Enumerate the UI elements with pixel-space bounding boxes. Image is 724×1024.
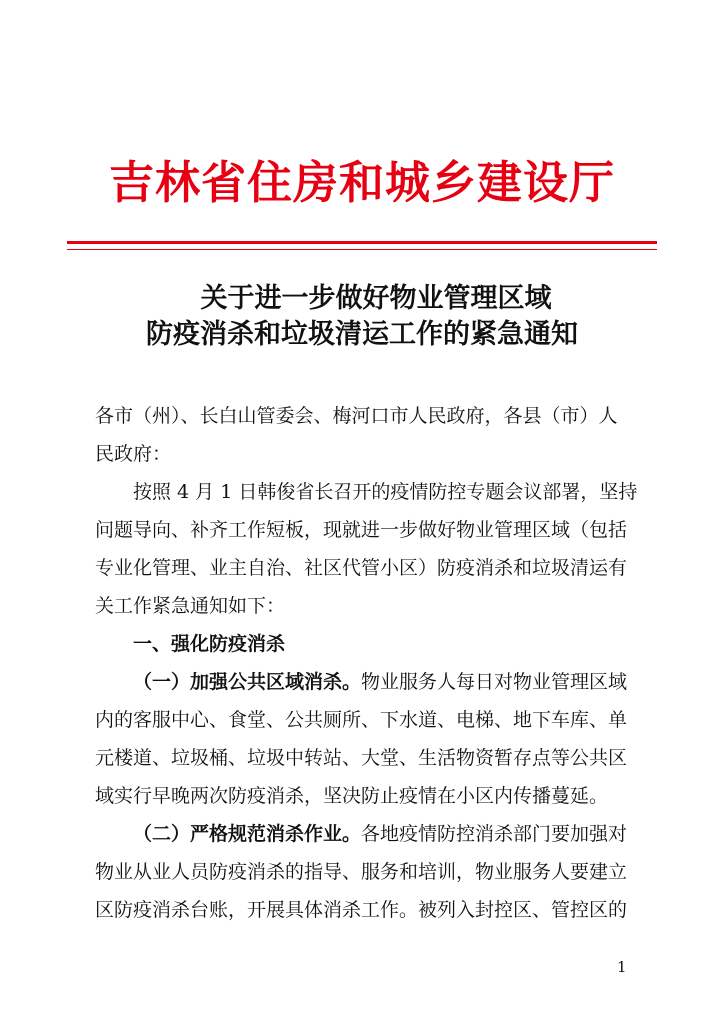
item-2-line-2: 物业从业人员防疫消杀的指导、服务和培训，物业服务人要建立 <box>95 861 628 883</box>
item-2-line-1-text: 各地疫情防控消杀部门要加强对 <box>361 823 628 845</box>
item-1-line-3: 元楼道、垃圾桶、垃圾中转站、大堂、生活物资暂存点等公共区 <box>95 747 628 769</box>
document-title-line-1: 关于进一步做好物业管理区域 <box>200 283 552 314</box>
red-divider-thick <box>67 241 657 244</box>
item-2-line-1 <box>95 815 635 853</box>
org-header: 吉林省住房和城乡建设厅 <box>108 156 615 209</box>
item-2-lead: （二）严格规范消杀作业。 <box>133 823 362 845</box>
section-1-heading: 一、强化防疫消杀 <box>133 633 286 655</box>
document-body <box>95 397 638 929</box>
intro-line-2: 问题导向、补齐工作短板，现就进一步做好物业管理区域（包括 <box>95 519 628 541</box>
addressee-line-1: 各市（州）、长白山管委会、梅河口市人民政府，各县（市）人 <box>95 405 618 427</box>
item-1-lead: （一）加强公共区域消杀。 <box>133 671 362 693</box>
intro-line-3: 专业化管理、业主自治、社区代管小区）防疫消杀和垃圾清运有 <box>95 557 628 579</box>
item-1-line-2: 内的客服中心、食堂、公共厕所、下水道、电梯、地下车库、单 <box>95 709 628 731</box>
red-divider-thin <box>67 249 657 250</box>
item-1-line-1-text: 物业服务人每日对物业管理区域 <box>361 671 628 693</box>
addressee-line-2: 民政府： <box>95 443 172 465</box>
document-title-line-2: 防疫消杀和垃圾清运工作的紧急通知 <box>146 319 578 350</box>
page-number: 1 <box>617 958 627 976</box>
item-1-line-1 <box>95 663 635 701</box>
intro-line-1: 按照 4 月 1 日韩俊省长召开的疫情防控专题会议部署，坚持 <box>133 481 638 503</box>
item-2-line-3: 区防疫消杀台账，开展具体消杀工作。被列入封控区、管控区的 <box>95 899 628 921</box>
item-1-line-4: 域实行早晚两次防疫消杀，坚决防止疫情在小区内传播蔓延。 <box>95 785 609 807</box>
intro-line-4: 关工作紧急通知如下： <box>95 595 286 617</box>
